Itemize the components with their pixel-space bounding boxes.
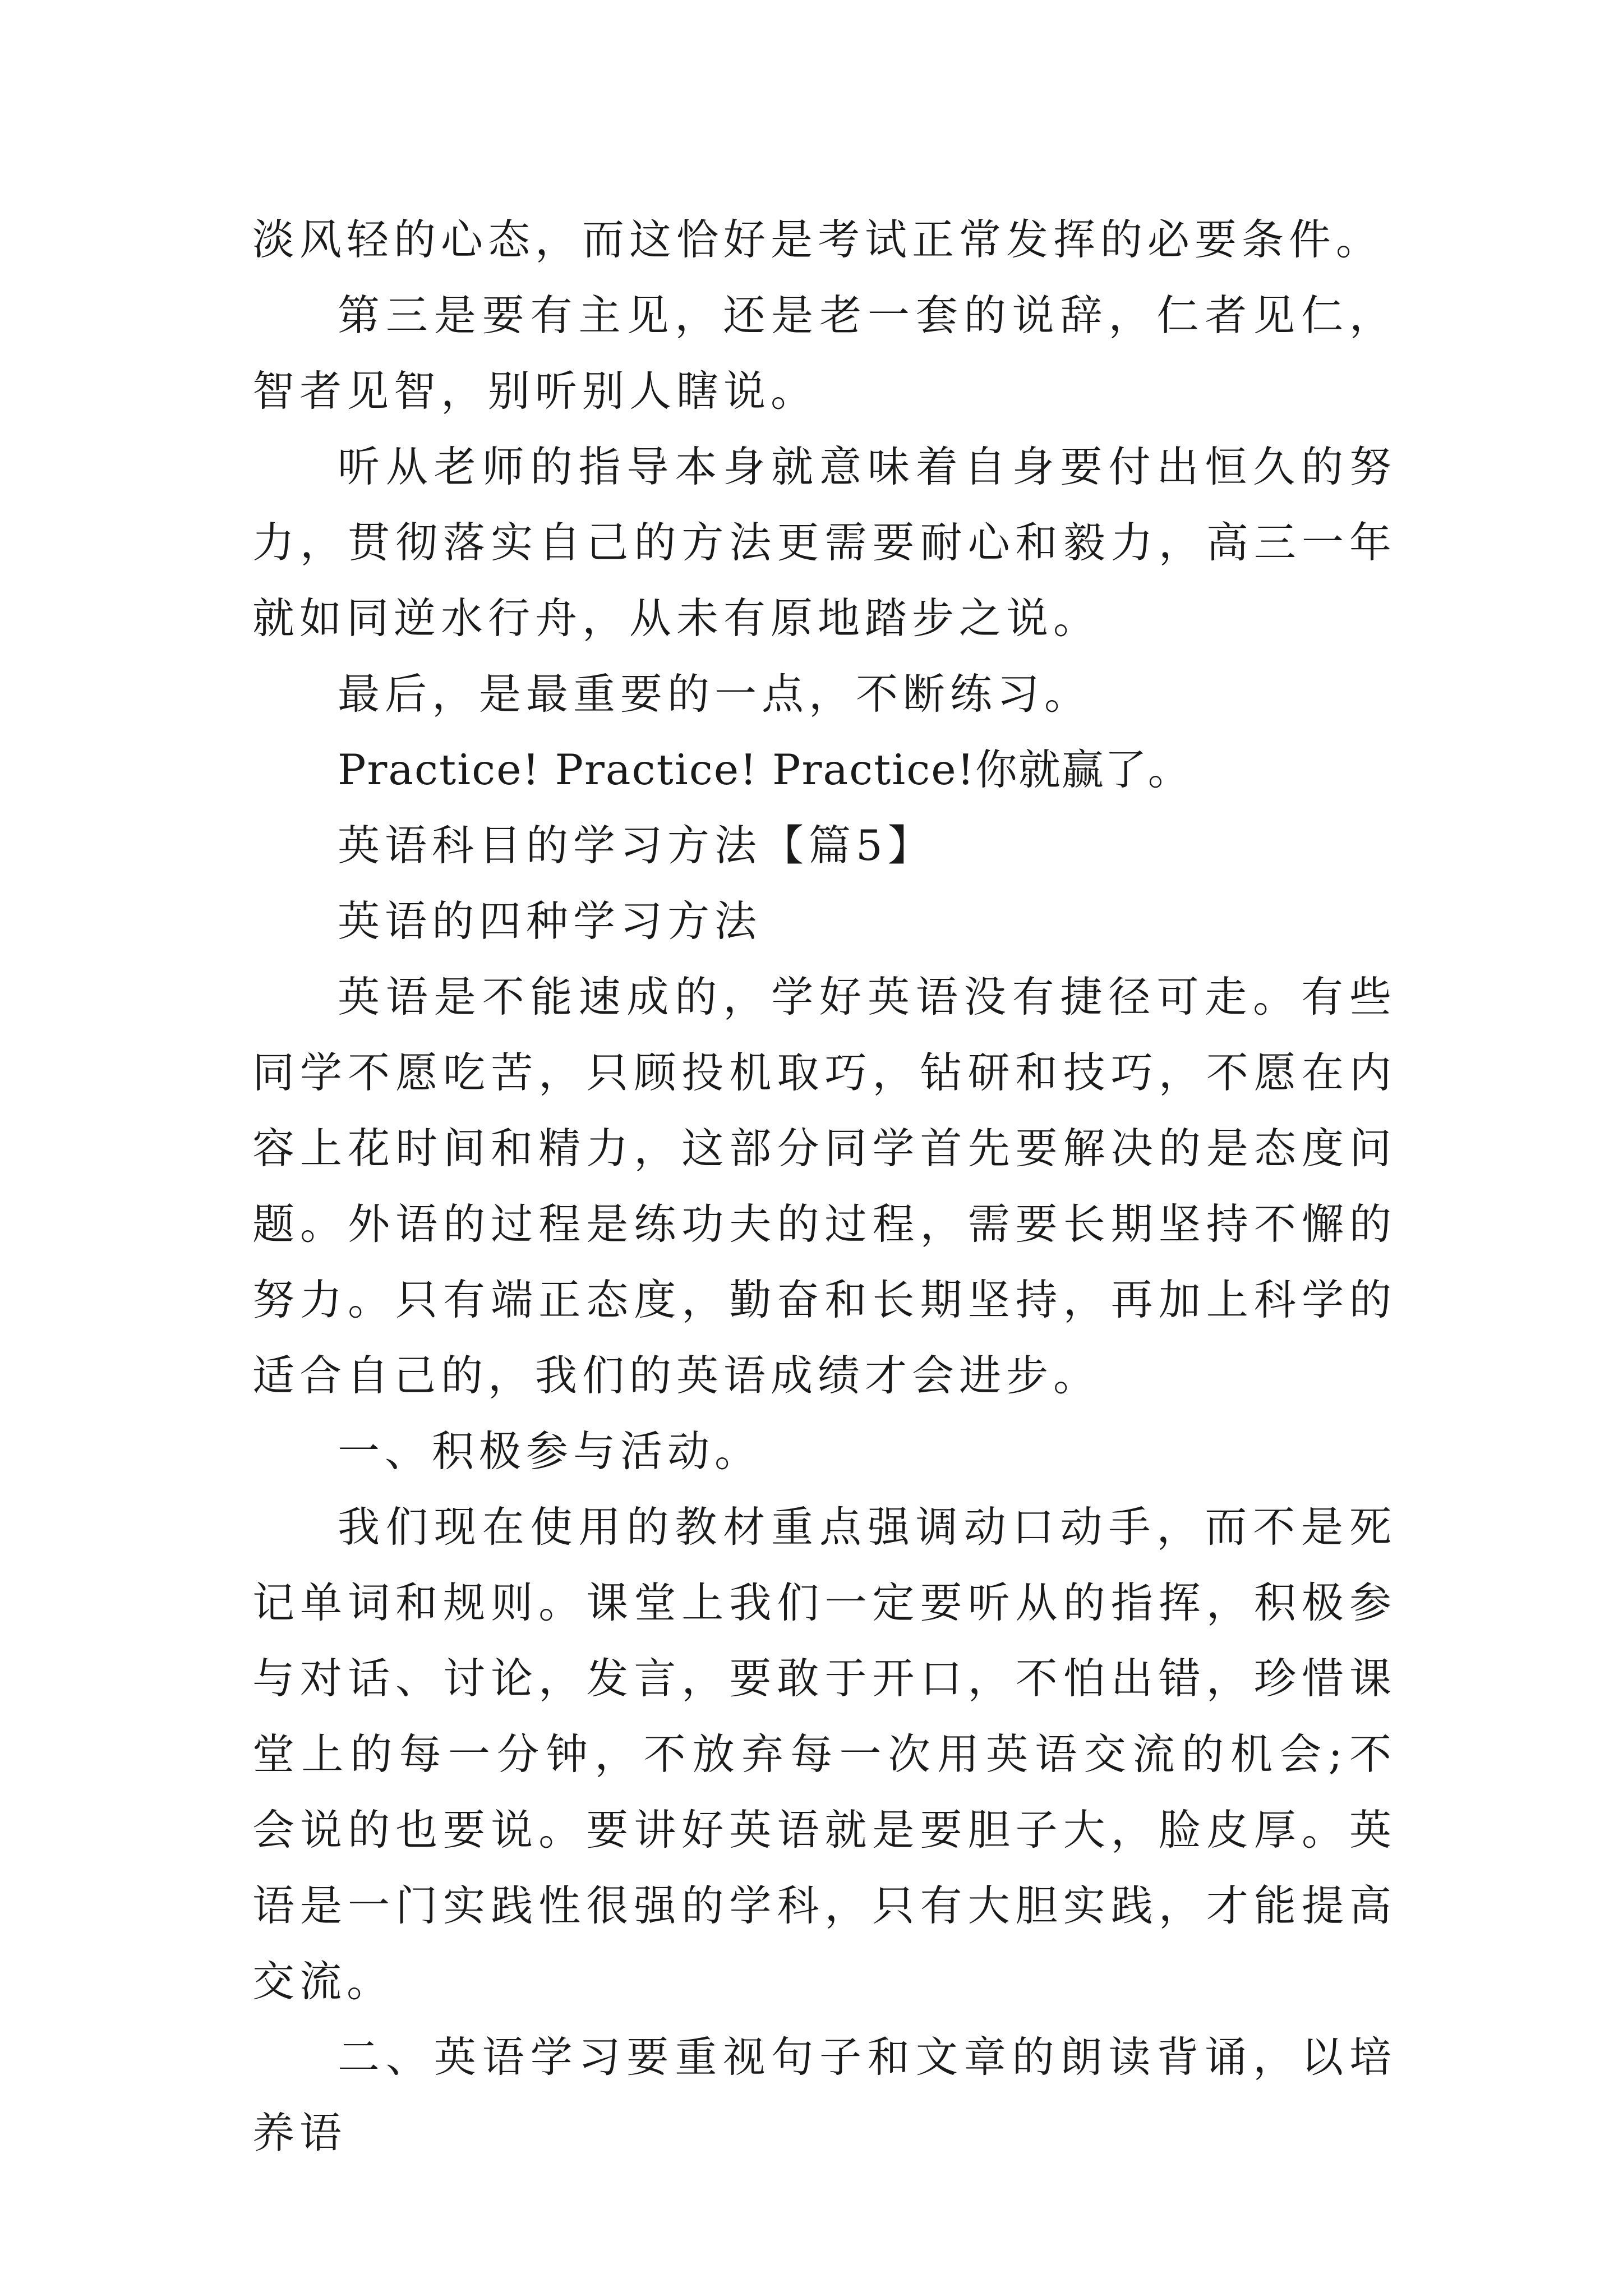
- document-body: [252, 202, 1396, 2171]
- paragraph-practice: Practice! Practice! Practice!你就赢了。: [338, 745, 1191, 794]
- paragraph-no-shortcut: 英语是不能速成的，学好英语没有捷径可走。有些同学不愿吃苦，只顾投机取巧，钻研和技巧，不愿在内容上花时间和精力，这部分同学首先要解决的是态度问题。外语的过程是练功夫的过程，需要长期坚持不懈的努力。只有端正态度，勤奋和长期坚持，再加上科学的适合自己的，我们的英语成绩才会进步。: [252, 972, 1396, 1400]
- paragraph-textbook: 我们现在使用的教材重点强调动口动手，而不是死记单词和规则。课堂上我们一定要听从的指挥，积极参与对话、讨论，发言，要敢于开口，不怕出错，珍惜课堂上的每一分钟，不放弃每一次用英语交流的机会;不会说的也要说。要讲好英语就是要胆子大，脸皮厚。英语是一门实践性很强的学科，只有大胆实践，才能提高交流。: [252, 1502, 1396, 2006]
- paragraph-finally: 最后，是最重要的一点，不断练习。: [338, 669, 1092, 719]
- section-heading-part5: 英语科目的学习方法【篇5】: [338, 821, 935, 870]
- subheading-four-methods: 英语的四种学习方法: [338, 896, 762, 946]
- paragraph-continuation: 淡风轻的心态，而这恰好是考试正常发挥的必要条件。: [252, 215, 1384, 264]
- point-one-heading: 一、积极参与活动。: [338, 1427, 762, 1476]
- paragraph-follow-teacher: 听从老师的指导本身就意味着自身要付出恒久的努力，贯彻落实自己的方法更需要耐心和毅力，高三一年就如同逆水行舟，从未有原地踏步之说。: [252, 442, 1396, 643]
- paragraph-third-point: 第三是要有主见，还是老一套的说辞，仁者见仁，智者见智，别听别人瞎说。: [252, 291, 1396, 416]
- point-two-heading: 二、英语学习要重视句子和文章的朗读背诵，以培养语: [252, 2032, 1396, 2157]
